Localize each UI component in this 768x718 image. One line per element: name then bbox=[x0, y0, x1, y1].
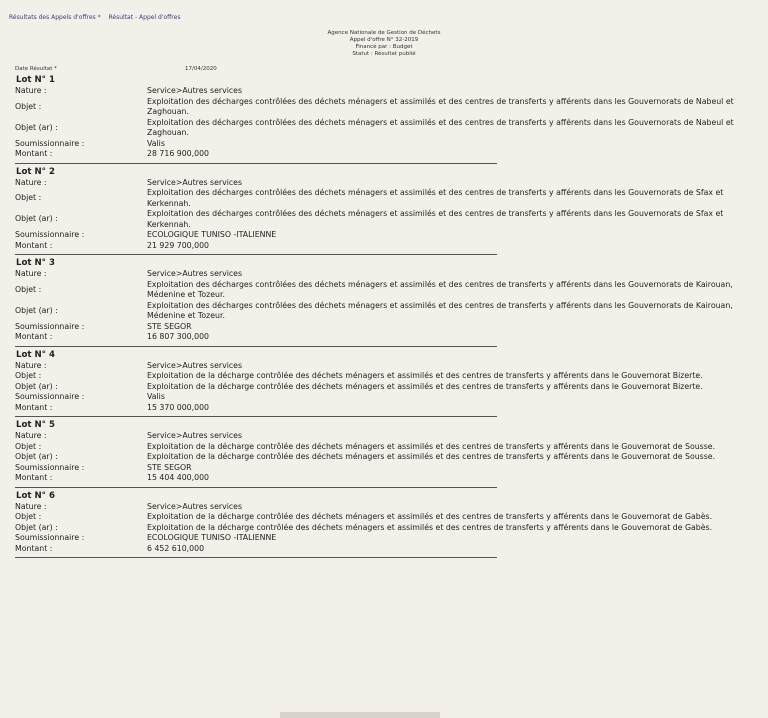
lot-separator bbox=[15, 487, 497, 488]
lots-list bbox=[15, 75, 755, 561]
tender-number: Appel d'offre N° 32-2019 bbox=[349, 37, 419, 43]
lot-row-objet-ar bbox=[15, 118, 755, 139]
field-label: Nature : bbox=[15, 431, 47, 440]
lot-row-soumissionnaire bbox=[15, 230, 755, 241]
field-value: Exploitation des décharges contrôlées des déchets ménagers et assimilés et des centres de transferts y afférents dans les Gouvernorats de Kairouan, Médenine et Tozeur. bbox=[147, 279, 733, 299]
field-value: STE SEGOR bbox=[147, 462, 192, 472]
tender-header bbox=[0, 30, 768, 58]
field-label: Objet : bbox=[15, 284, 42, 294]
lot-title: Lot N° 6 bbox=[16, 490, 55, 501]
field-label: Nature : bbox=[15, 360, 47, 370]
lot-block bbox=[15, 491, 755, 559]
lot-separator bbox=[15, 557, 497, 558]
lot-row-objet-ar bbox=[15, 382, 755, 393]
field-value: Exploitation de la décharge contrôlée des déchets ménagers et assimilés et des centres de transferts y afférents dans le Gouvernorat de Gabès. bbox=[147, 522, 713, 532]
field-label: Montant : bbox=[15, 332, 53, 341]
field-value: 15 404 400,000 bbox=[147, 473, 210, 482]
field-label: Objet : bbox=[15, 193, 42, 203]
field-value: Exploitation des décharges contrôlées des déchets ménagers et assimilés et des centres de transferts y afférents dans les Gouvernorats de Nabeul et Zaghouan. bbox=[147, 96, 734, 116]
lot-row-soumissionnaire bbox=[15, 139, 755, 150]
lot-row-objet-ar bbox=[15, 452, 755, 463]
lot-block bbox=[15, 350, 755, 418]
field-value: 15 370 000,000 bbox=[147, 402, 210, 412]
field-label: Nature : bbox=[15, 269, 47, 278]
lot-row-nature bbox=[15, 86, 755, 97]
lot-row-objet-ar bbox=[15, 209, 755, 230]
field-label: Montant : bbox=[15, 149, 53, 158]
lot-row-objet-ar bbox=[15, 523, 755, 534]
field-value: Exploitation de la décharge contrôlée des déchets ménagers et assimilés et des centres de transferts y afférents dans le Gouvernorat Bizerte. bbox=[147, 381, 703, 391]
lot-row-nature bbox=[15, 431, 755, 442]
field-label: Nature : bbox=[15, 501, 47, 511]
lot-row-objet bbox=[15, 512, 755, 523]
lot-block bbox=[15, 258, 755, 347]
field-value: Exploitation de la décharge contrôlée des déchets ménagers et assimilés et des centres de transferts y afférents dans le Gouvernorat de Sousse. bbox=[147, 441, 716, 451]
field-label: Objet : bbox=[15, 101, 42, 111]
breadcrumb-link-resultats[interactable]: Résultats des Appels d'offres * bbox=[9, 14, 101, 21]
field-value: Service>Autres services bbox=[147, 360, 243, 370]
lot-row-nature bbox=[15, 502, 755, 513]
lot-row-montant bbox=[15, 241, 755, 252]
field-value: Exploitation des décharges contrôlées des déchets ménagers et assimilés et des centres de transferts y afférents dans les Gouvernorats de Nabeul et Zaghouan. bbox=[147, 117, 734, 137]
lot-separator bbox=[15, 254, 497, 255]
lot-title: Lot N° 3 bbox=[16, 258, 55, 268]
lot-row-nature bbox=[15, 269, 755, 280]
lot-row-objet bbox=[15, 188, 755, 209]
lot-row-montant bbox=[15, 332, 755, 343]
lot-row-objet bbox=[15, 442, 755, 453]
lot-row-objet bbox=[15, 371, 755, 382]
field-label: Nature : bbox=[15, 86, 47, 95]
agency-name: Agence Nationale de Gestion de Déchets bbox=[327, 30, 441, 36]
field-label: Soumissionnaire : bbox=[15, 462, 85, 472]
field-label: Montant : bbox=[15, 543, 53, 553]
field-value: 21 929 700,000 bbox=[147, 240, 210, 250]
field-label: Montant : bbox=[15, 402, 53, 412]
lot-row-nature bbox=[15, 361, 755, 372]
field-value: Valis bbox=[147, 138, 165, 148]
field-label: Soumissionnaire : bbox=[15, 392, 85, 401]
lot-title: Lot N° 2 bbox=[16, 166, 55, 177]
field-value: 28 716 900,000 bbox=[147, 149, 210, 158]
field-label: Objet : bbox=[15, 371, 42, 380]
lot-row-soumissionnaire bbox=[15, 533, 755, 544]
field-value: 16 807 300,000 bbox=[147, 332, 210, 341]
field-label: Montant : bbox=[15, 240, 53, 250]
funding-source: Financé par : Budget bbox=[355, 44, 413, 50]
lot-title: Lot N° 5 bbox=[16, 420, 55, 430]
field-label: Objet : bbox=[15, 441, 42, 451]
lot-block bbox=[15, 75, 755, 164]
field-value: STE SEGOR bbox=[147, 321, 192, 331]
field-label: Soumissionnaire : bbox=[15, 533, 85, 542]
field-label: Soumissionnaire : bbox=[15, 138, 85, 148]
field-value: Exploitation de la décharge contrôlée des déchets ménagers et assimilés et des centres de transferts y afférents dans le Gouvernorat de Sousse. bbox=[147, 452, 716, 461]
field-value: Valis bbox=[147, 392, 165, 401]
field-value: ECOLOGIQUE TUNISO -ITALIENNE bbox=[147, 230, 277, 239]
lot-row-montant bbox=[15, 403, 755, 414]
horizontal-scrollbar[interactable] bbox=[280, 712, 440, 718]
field-label: Objet (ar) : bbox=[15, 122, 58, 132]
field-value: Service>Autres services bbox=[147, 431, 243, 440]
field-label: Soumissionnaire : bbox=[15, 230, 85, 239]
field-value: Exploitation des décharges contrôlées des déchets ménagers et assimilés et des centres de transferts y afférents dans les Gouvernorats de Sfax et Kerkennah. bbox=[147, 209, 724, 229]
lot-row-soumissionnaire bbox=[15, 392, 755, 403]
lot-title: Lot N° 1 bbox=[16, 75, 55, 85]
field-label: Nature : bbox=[15, 177, 47, 187]
field-value: Service>Autres services bbox=[147, 86, 243, 95]
lot-title: Lot N° 4 bbox=[16, 349, 55, 360]
field-value: Service>Autres services bbox=[147, 501, 243, 511]
field-label: Objet (ar) : bbox=[15, 522, 58, 532]
lot-row-objet bbox=[15, 97, 755, 118]
field-value: Exploitation de la décharge contrôlée des déchets ménagers et assimilés et des centres de transferts y afférents dans le Gouvernorat de Gabès. bbox=[147, 512, 713, 521]
field-label: Objet (ar) : bbox=[15, 214, 58, 224]
field-value: Exploitation de la décharge contrôlée des déchets ménagers et assimilés et des centres de transferts y afférents dans le Gouvernorat Bizerte. bbox=[147, 371, 703, 380]
tender-status: Statut : Résultat publié bbox=[352, 51, 416, 57]
field-value: Service>Autres services bbox=[147, 269, 243, 278]
field-value: 6 452 610,000 bbox=[147, 543, 205, 553]
lot-row-montant bbox=[15, 473, 755, 484]
lot-row-nature bbox=[15, 178, 755, 189]
field-value: ECOLOGIQUE TUNISO -ITALIENNE bbox=[147, 533, 277, 542]
result-date-value: 17/04/2020 bbox=[185, 66, 217, 72]
field-label: Montant : bbox=[15, 473, 53, 482]
result-date-label: Date Résultat * bbox=[15, 66, 57, 72]
field-value: Service>Autres services bbox=[147, 177, 243, 187]
lot-separator bbox=[15, 346, 497, 347]
field-label: Objet : bbox=[15, 512, 42, 521]
lot-row-soumissionnaire bbox=[15, 463, 755, 474]
field-label: Objet (ar) : bbox=[15, 305, 58, 315]
lot-separator bbox=[15, 416, 497, 417]
lot-row-objet-ar bbox=[15, 301, 755, 322]
field-label: Objet (ar) : bbox=[15, 381, 58, 391]
lot-block bbox=[15, 167, 755, 256]
lot-row-montant bbox=[15, 149, 755, 160]
lot-row-soumissionnaire bbox=[15, 322, 755, 333]
lot-separator bbox=[15, 163, 497, 164]
field-value: Exploitation des décharges contrôlées des déchets ménagers et assimilés et des centres de transferts y afférents dans les Gouvernorats de Kairouan, Médenine et Tozeur. bbox=[147, 300, 733, 320]
lot-row-objet bbox=[15, 280, 755, 301]
result-date-row bbox=[15, 66, 217, 72]
field-label: Objet (ar) : bbox=[15, 452, 58, 461]
breadcrumb-current: Résultat - Appel d'offres bbox=[108, 14, 181, 21]
lot-row-montant bbox=[15, 544, 755, 555]
field-value: Exploitation des décharges contrôlées des déchets ménagers et assimilés et des centres de transferts y afférents dans les Gouvernorats de Sfax et Kerkennah. bbox=[147, 188, 724, 208]
field-label: Soumissionnaire : bbox=[15, 321, 85, 331]
breadcrumb bbox=[9, 14, 186, 21]
lot-block bbox=[15, 420, 755, 488]
